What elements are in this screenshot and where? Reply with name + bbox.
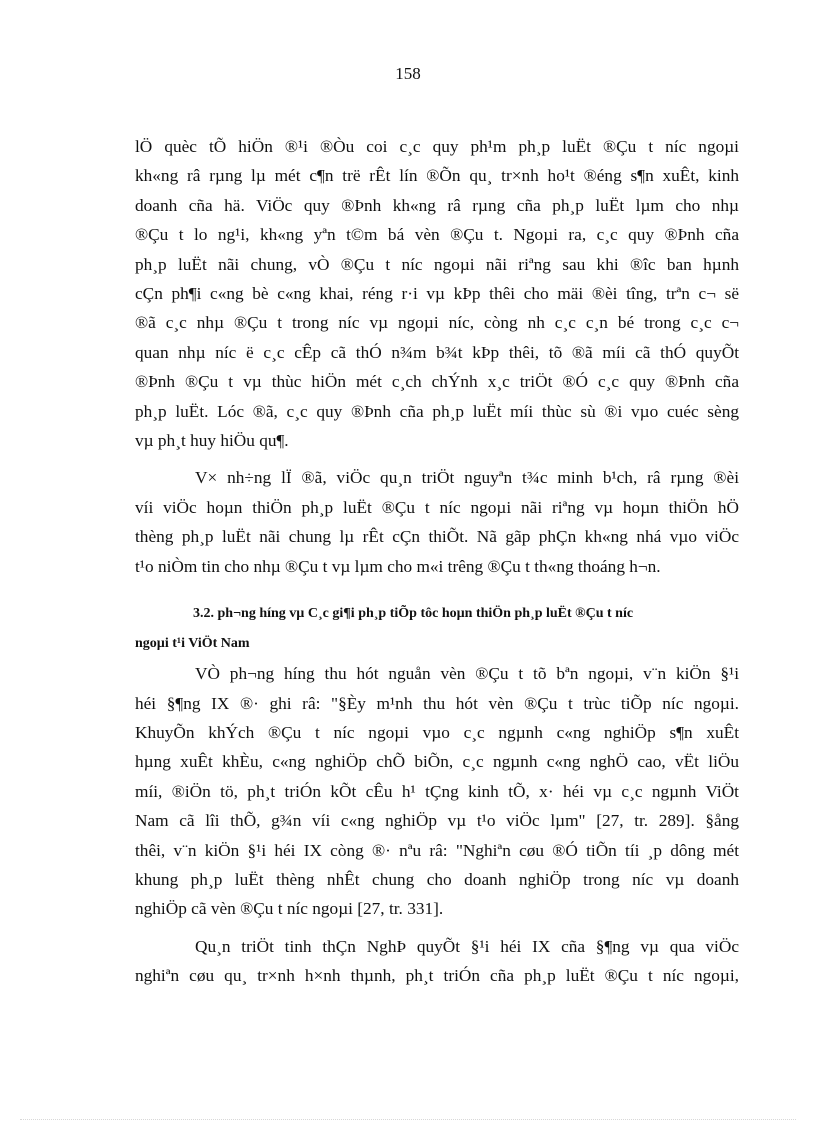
text-line: ph¸p luËt. Lóc ®ã, c¸c quy ®Þnh cña ph¸p luËt míi thùc sù ®i vµo cuéc sèng	[135, 401, 739, 421]
text-line: ®Þnh ®Çu t vµ thùc hiÖn mét c¸ch chÝnh x¸c triÖt ®Ó c¸c quy ®Þnh cña	[135, 372, 739, 392]
text-line: ph¸p luËt nãi chung, vÒ ®Çu t níc ngoµi nãi riªng sau khi ®îc ban hµnh	[135, 254, 739, 274]
text-line: quan nhµ níc ë c¸c cÊp cã thÓ n¾m b¾t kÞp thêi, tõ ®ã míi cã thÓ quyÕt	[135, 342, 739, 362]
paragraph-1	[135, 132, 739, 455]
text-line: t¹o niÒm tin cho nhµ ®Çu t vµ lµm cho m«i trêng ®Çu t th«ng thoáng h¬n.	[135, 556, 661, 576]
paragraph-3	[135, 659, 739, 924]
text-line: ®Çu t lo ng¹i, kh«ng yªn t©m bá vèn ®Çu t. Ngoµi ra, c¸c quy ®Þnh cña	[135, 225, 739, 245]
text-line: thèng ph¸p luËt nãi chung lµ rÊt cÇn thiÕt. Nã gãp phÇn kh«ng nhá vµo viÖc	[135, 527, 739, 547]
text-line: Nam cã lîi thÕ, g¾n víi c«ng nghiÖp vµ t¹o viÖc lµm" [27, tr. 289]. §ång	[135, 811, 739, 831]
text-line: héi §¶ng IX ®· ghi râ: "§Èy m¹nh thu hót vèn ®Çu t trùc tiÕp níc ngoµi.	[135, 693, 739, 713]
text-line: VÒ ph¬ng híng thu hót nguån vèn ®Çu t tõ bªn ngoµi, v¨n kiÖn §¹i	[195, 664, 739, 684]
text-line: KhuyÕn khÝch ®Çu t níc ngoµi vµo c¸c ngµnh c«ng nghiÖp s¶n xuÊt	[135, 722, 739, 742]
text-line: Qu¸n triÖt tinh thÇn NghÞ quyÕt §¹i héi IX cña §¶ng vµ qua viÖc	[195, 936, 739, 956]
page-number: 158	[395, 64, 421, 83]
text-line: vµ ph¸t huy hiÖu qu¶.	[135, 431, 289, 451]
text-line: V× nh÷ng lÏ ®ã, viÖc qu¸n triÖt nguyªn t¾c minh b¹ch, râ rµng ®èi	[195, 468, 739, 488]
heading-line: ngoµi t¹i ViÖt Nam	[135, 636, 250, 652]
text-line: khung ph¸p luËt thèng nhÊt chung cho doanh nghiÖp trong níc vµ doanh	[135, 869, 739, 889]
text-line: lÖ quèc tÕ hiÖn ®¹i ®Òu coi c¸c quy ph¹m ph¸p luËt ®Çu t níc ngoµi	[135, 137, 739, 156]
text-line: ®ã c¸c nhµ ®Çu t trong níc vµ ngoµi níc, còng nh c¸c c¸n bé trong c¸c c¬	[135, 313, 739, 333]
footer-divider	[20, 1119, 796, 1120]
section-heading	[135, 599, 739, 659]
text-line: doanh cña hä. ViÖc quy ®Þnh kh«ng râ rµng cña ph¸p luËt lµm cho nhµ	[135, 195, 739, 215]
text-line: cÇn ph¶i c«ng bè c«ng khai, réng r·i vµ kÞp thêi cho mäi ®èi tîng, trªn c¬ së	[135, 284, 739, 304]
text-line: kh«ng râ rµng lµ mét c¶n trë rÊt lín ®Õn qu¸ tr×nh ho¹t ®éng s¶n xuÊt, kinh	[135, 166, 739, 186]
paragraph-2	[135, 463, 739, 581]
text-line: thêi, v¨n kiÖn §¹i héi IX còng ®· nªu râ: "Nghiªn cøu ®Ó tiÕn tíi ¸p dông mét	[135, 840, 739, 860]
text-line: nghiªn cøu qu¸ tr×nh h×nh thµnh, ph¸t triÓn cña ph¸p luËt ®Çu t níc ngoµi,	[135, 966, 739, 986]
paragraph-4	[135, 932, 739, 991]
text-line: nghiÖp cã vèn ®Çu t níc ngoµi [27, tr. 331].	[135, 899, 444, 919]
text-line: hµng xuÊt khÈu, c«ng nghiÖp chÕ biÕn, c¸c ngµnh c«ng nghÖ cao, vËt liÖu	[135, 752, 739, 772]
text-line: víi viÖc hoµn thiÖn ph¸p luËt ®Çu t níc ngoµi nãi riªng vµ hoµn thiÖn hÖ	[135, 497, 739, 517]
text-line: míi, ®iÖn tö, ph¸t triÓn kÕt cÊu h¹ tÇng kinh tÕ, x· héi vµ c¸c ngµnh ViÖt	[135, 781, 739, 801]
heading-line: 3.2. ph¬ng híng vµ C¸c gi¶i ph¸p tiÕp tôc hoµn thiÖn ph¸p luËt ®Çu t níc	[193, 606, 634, 622]
page-body	[135, 132, 739, 999]
